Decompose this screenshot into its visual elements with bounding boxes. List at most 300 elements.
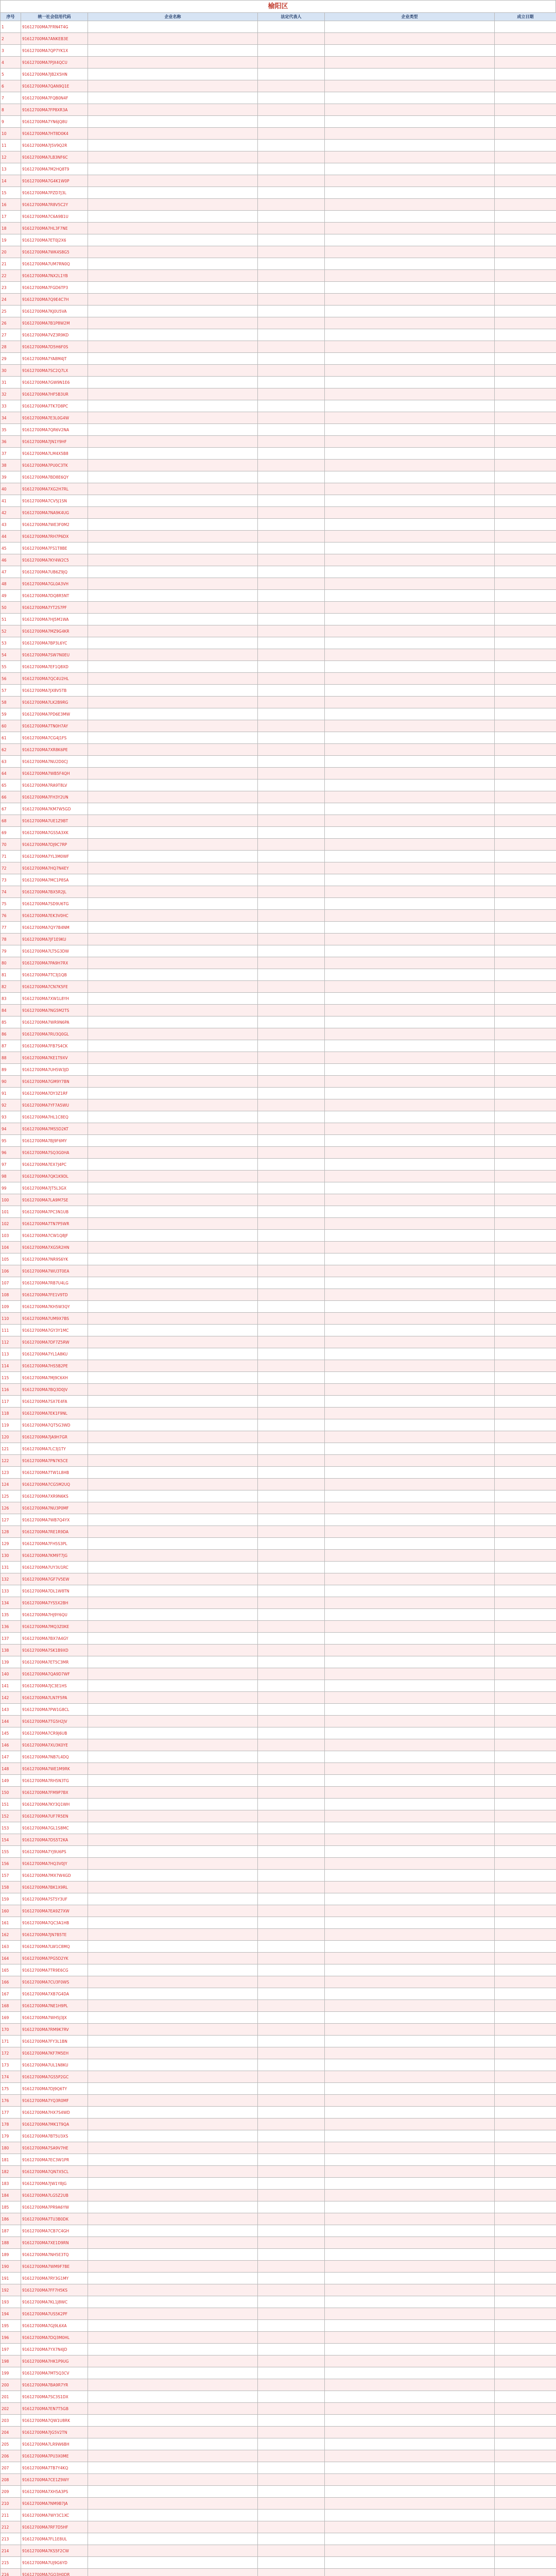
cell-type <box>325 341 495 353</box>
cell-code: 91612700MA7SA9V7HE <box>21 2142 88 2154</box>
cell-no: 109 <box>1 1301 21 1313</box>
cell-date <box>495 2438 556 2450</box>
table-row <box>1 910 556 922</box>
cell-date <box>495 945 556 957</box>
cell-code: 91612700MA7QY7B4NM <box>21 922 88 934</box>
cell-type <box>325 2498 495 2510</box>
cell-name <box>88 353 258 365</box>
table-row <box>1 2036 556 2047</box>
cell-code: 91612700MA7WE1M9RK <box>21 1763 88 1775</box>
cell-name <box>88 1727 258 1739</box>
cell-name <box>88 175 258 187</box>
cell-no: 126 <box>1 1502 21 1514</box>
cell-type <box>325 223 495 234</box>
cell-date <box>495 1656 556 1668</box>
cell-date <box>495 1668 556 1680</box>
cell-date <box>495 1159 556 1171</box>
table-row <box>1 590 556 602</box>
cell-no: 32 <box>1 388 21 400</box>
cell-rep <box>258 1822 325 1834</box>
cell-date <box>495 2403 556 2415</box>
table-row <box>1 1656 556 1668</box>
cell-rep <box>258 898 325 910</box>
cell-rep <box>258 2486 325 2498</box>
cell-rep <box>258 140 325 151</box>
cell-date <box>495 223 556 234</box>
cell-rep <box>258 945 325 957</box>
cell-no: 67 <box>1 803 21 815</box>
cell-date <box>495 720 556 732</box>
cell-date <box>495 732 556 744</box>
cell-type <box>325 2462 495 2474</box>
cell-type <box>325 104 495 116</box>
cell-no: 59 <box>1 708 21 720</box>
table-row <box>1 2367 556 2379</box>
cell-date <box>495 1988 556 2000</box>
cell-type <box>325 531 495 543</box>
cell-no: 33 <box>1 400 21 412</box>
cell-no: 52 <box>1 625 21 637</box>
table-row <box>1 791 556 803</box>
cell-name <box>88 1597 258 1609</box>
cell-code: 91612700MA7TK7D8PC <box>21 400 88 412</box>
cell-date <box>495 1502 556 1514</box>
cell-name <box>88 471 258 483</box>
cell-rep <box>258 2498 325 2510</box>
cell-type <box>325 2521 495 2533</box>
cell-type <box>325 862 495 874</box>
cell-type <box>325 234 495 246</box>
cell-type <box>325 1834 495 1846</box>
cell-name <box>88 519 258 531</box>
cell-type <box>325 116 495 128</box>
cell-type <box>325 1787 495 1799</box>
table-row <box>1 1763 556 1775</box>
cell-type <box>325 258 495 270</box>
cell-rep <box>258 448 325 460</box>
cell-no: 123 <box>1 1467 21 1479</box>
cell-name <box>88 1230 258 1242</box>
cell-rep <box>258 1870 325 1882</box>
table-row <box>1 258 556 270</box>
cell-date <box>495 2367 556 2379</box>
page-title: 榆阳区 <box>0 0 556 12</box>
cell-name <box>88 1953 258 1964</box>
table-row <box>1 1739 556 1751</box>
table-row <box>1 1088 556 1099</box>
table-row <box>1 1443 556 1455</box>
table-row <box>1 2012 556 2024</box>
table-row <box>1 1147 556 1159</box>
cell-rep <box>258 993 325 1005</box>
cell-name <box>88 377 258 388</box>
cell-no: 179 <box>1 2130 21 2142</box>
cell-rep <box>258 1585 325 1597</box>
cell-type <box>325 1704 495 1716</box>
cell-code: 91612700MA7JX8V5TB <box>21 685 88 697</box>
cell-no: 191 <box>1 2273 21 2284</box>
cell-rep <box>258 2474 325 2486</box>
table-row <box>1 45 556 57</box>
cell-date <box>495 2142 556 2154</box>
cell-rep <box>258 2036 325 2047</box>
cell-name <box>88 1396 258 1408</box>
cell-no: 30 <box>1 365 21 377</box>
cell-date <box>495 554 556 566</box>
cell-code: 91612700MA7KY4W2C5 <box>21 554 88 566</box>
cell-rep <box>258 507 325 519</box>
cell-type <box>325 1538 495 1550</box>
cell-code: 91612700MA7LM4X5B8 <box>21 448 88 460</box>
cell-no: 106 <box>1 1265 21 1277</box>
table-row <box>1 1787 556 1799</box>
cell-no: 154 <box>1 1834 21 1846</box>
cell-no: 73 <box>1 874 21 886</box>
table-row <box>1 1171 556 1182</box>
cell-no: 3 <box>1 45 21 57</box>
cell-date <box>495 1964 556 1976</box>
cell-type <box>325 199 495 211</box>
cell-code: 91612700MA7FS1T8BE <box>21 543 88 554</box>
table-row <box>1 554 556 566</box>
cell-rep <box>258 1964 325 1976</box>
cell-no: 193 <box>1 2296 21 2308</box>
cell-name <box>88 1751 258 1763</box>
cell-rep <box>258 1230 325 1242</box>
cell-rep <box>258 1905 325 1917</box>
cell-no: 80 <box>1 957 21 969</box>
cell-code: 91612700MA7BT5U3XS <box>21 2130 88 2142</box>
cell-date <box>495 270 556 282</box>
cell-code: 91612700MA7PR9A6YW <box>21 2201 88 2213</box>
cell-type <box>325 1917 495 1929</box>
cell-type <box>325 1490 495 1502</box>
table-row <box>1 2569 556 2576</box>
cell-date <box>495 1182 556 1194</box>
cell-code: 91612700MA7UB6Z9JQ <box>21 566 88 578</box>
cell-rep <box>258 1123 325 1135</box>
cell-type <box>325 1064 495 1076</box>
cell-date <box>495 1111 556 1123</box>
cell-name <box>88 1941 258 1953</box>
cell-name <box>88 2521 258 2533</box>
cell-name <box>88 1088 258 1099</box>
cell-code: 91612700MA7HQ7N4EY <box>21 862 88 874</box>
table-row <box>1 519 556 531</box>
cell-name <box>88 566 258 578</box>
table-row <box>1 223 556 234</box>
cell-date <box>495 495 556 507</box>
cell-no: 166 <box>1 1976 21 1988</box>
cell-code: 91612700MA7TG5H2JV <box>21 1716 88 1727</box>
cell-rep <box>258 851 325 862</box>
cell-no: 164 <box>1 1953 21 1964</box>
cell-type <box>325 945 495 957</box>
table-row <box>1 1372 556 1384</box>
cell-date <box>495 1573 556 1585</box>
cell-type <box>325 1277 495 1289</box>
cell-date <box>495 2178 556 2190</box>
cell-rep <box>258 1882 325 1893</box>
table-row <box>1 1870 556 1882</box>
cell-date <box>495 2344 556 2355</box>
cell-rep <box>258 365 325 377</box>
cell-type <box>325 2107 495 2119</box>
cell-date <box>495 543 556 554</box>
table-row <box>1 163 556 175</box>
cell-date <box>495 637 556 649</box>
cell-name <box>88 2154 258 2166</box>
cell-code: 91612700MA7GL0A3VH <box>21 578 88 590</box>
cell-date <box>495 1147 556 1159</box>
table-row <box>1 377 556 388</box>
table-row <box>1 851 556 862</box>
cell-code: 91612700MA7FH3Y2UN <box>21 791 88 803</box>
cell-type <box>325 625 495 637</box>
cell-no: 158 <box>1 1882 21 1893</box>
cell-name <box>88 2486 258 2498</box>
cell-no: 171 <box>1 2036 21 2047</box>
cell-code: 91612700MA7WH5J3JX <box>21 2012 88 2024</box>
cell-type <box>325 2225 495 2237</box>
cell-code: 91612700MA7EC3W1PR <box>21 2154 88 2166</box>
table-row <box>1 2450 556 2462</box>
cell-name <box>88 531 258 543</box>
table-row <box>1 720 556 732</box>
table-row <box>1 1419 556 1431</box>
cell-no: 202 <box>1 2403 21 2415</box>
cell-name <box>88 2095 258 2107</box>
cell-date <box>495 981 556 993</box>
cell-code: 91612700MA7WM9F7BE <box>21 2261 88 2273</box>
cell-name <box>88 1253 258 1265</box>
cell-date <box>495 1858 556 1870</box>
cell-date <box>495 1194 556 1206</box>
table-row <box>1 412 556 424</box>
cell-rep <box>258 1479 325 1490</box>
cell-type <box>325 2379 495 2391</box>
cell-date <box>495 1822 556 1834</box>
cell-type <box>325 1585 495 1597</box>
cell-name <box>88 720 258 732</box>
cell-date <box>495 2119 556 2130</box>
cell-code: 91612700MA7NE1H9PL <box>21 2000 88 2012</box>
table-row <box>1 1775 556 1787</box>
cell-date <box>495 92 556 104</box>
cell-code: 91612700MA7TU3B0DK <box>21 2213 88 2225</box>
cell-rep <box>258 2119 325 2130</box>
cell-type <box>325 2320 495 2332</box>
cell-date <box>495 1040 556 1052</box>
cell-code: 91612700MA7YA8M4JT <box>21 353 88 365</box>
cell-date <box>495 2273 556 2284</box>
table-row <box>1 1645 556 1656</box>
table-row <box>1 388 556 400</box>
cell-name <box>88 839 258 851</box>
cell-no: 213 <box>1 2533 21 2545</box>
cell-rep <box>258 1550 325 1562</box>
cell-rep <box>258 1633 325 1645</box>
cell-name <box>88 590 258 602</box>
cell-name <box>88 732 258 744</box>
cell-date <box>495 2225 556 2237</box>
cell-type <box>325 1597 495 1609</box>
cell-type <box>325 1763 495 1775</box>
cell-code: 91612700MA7TW1L8HB <box>21 1467 88 1479</box>
cell-type <box>325 1822 495 1834</box>
cell-type <box>325 2000 495 2012</box>
cell-date <box>495 306 556 317</box>
cell-no: 87 <box>1 1040 21 1052</box>
cell-code: 91612700MA7MK1T9QA <box>21 2119 88 2130</box>
cell-no: 105 <box>1 1253 21 1265</box>
cell-type <box>325 1301 495 1313</box>
table-row <box>1 934 556 945</box>
cell-date <box>495 827 556 839</box>
cell-no: 153 <box>1 1822 21 1834</box>
cell-no: 188 <box>1 2237 21 2249</box>
cell-name <box>88 768 258 779</box>
table-row <box>1 1514 556 1526</box>
cell-no: 43 <box>1 519 21 531</box>
cell-type <box>325 2415 495 2427</box>
cell-code: 91612700MA7QT5G3WD <box>21 1419 88 1431</box>
table-row <box>1 981 556 993</box>
cell-code: 91612700MA7YL1A8KU <box>21 1348 88 1360</box>
table-row <box>1 2308 556 2320</box>
cell-type <box>325 175 495 187</box>
cell-no: 54 <box>1 649 21 661</box>
table-row <box>1 803 556 815</box>
cell-no: 2 <box>1 33 21 45</box>
cell-name <box>88 1384 258 1396</box>
cell-rep <box>258 981 325 993</box>
cell-no: 137 <box>1 1633 21 1645</box>
cell-name <box>88 33 258 45</box>
table-row <box>1 1099 556 1111</box>
cell-code: 91612700MA7GS5P2GC <box>21 2071 88 2083</box>
cell-date <box>495 1799 556 1810</box>
cell-name <box>88 614 258 625</box>
cell-date <box>495 2284 556 2296</box>
table-row <box>1 1502 556 1514</box>
cell-no: 147 <box>1 1751 21 1763</box>
cell-rep <box>258 1242 325 1253</box>
table-row <box>1 2213 556 2225</box>
table-row <box>1 2498 556 2510</box>
cell-rep <box>258 128 325 140</box>
table-row <box>1 1206 556 1218</box>
cell-date <box>495 2036 556 2047</box>
cell-code: 91612700MA7FH5S3PL <box>21 1538 88 1550</box>
cell-date <box>495 519 556 531</box>
cell-type <box>325 2450 495 2462</box>
cell-type <box>325 270 495 282</box>
table-row <box>1 1953 556 1964</box>
cell-date <box>495 1917 556 1929</box>
cell-code: 91612700MA7EX7J4PC <box>21 1159 88 1171</box>
cell-no: 37 <box>1 448 21 460</box>
cell-type <box>325 1159 495 1171</box>
cell-type <box>325 1810 495 1822</box>
cell-type <box>325 1514 495 1526</box>
cell-date <box>495 128 556 140</box>
header-code: 统一社会信用代码 <box>21 13 88 21</box>
table-row <box>1 2225 556 2237</box>
cell-no: 86 <box>1 1028 21 1040</box>
cell-type <box>325 2474 495 2486</box>
cell-date <box>495 341 556 353</box>
cell-no: 187 <box>1 2225 21 2237</box>
cell-name <box>88 934 258 945</box>
cell-date <box>495 839 556 851</box>
cell-type <box>325 1111 495 1123</box>
cell-date <box>495 2249 556 2261</box>
table-row <box>1 1336 556 1348</box>
table-row <box>1 815 556 827</box>
cell-rep <box>258 2296 325 2308</box>
cell-code: 91612700MA7JF1E9KU <box>21 934 88 945</box>
cell-type <box>325 2166 495 2178</box>
cell-rep <box>258 1277 325 1289</box>
table-row <box>1 1727 556 1739</box>
cell-rep <box>258 637 325 649</box>
cell-type <box>325 874 495 886</box>
cell-type <box>325 45 495 57</box>
cell-no: 113 <box>1 1348 21 1360</box>
cell-type <box>325 33 495 45</box>
cell-rep <box>258 1396 325 1408</box>
cell-type <box>325 732 495 744</box>
cell-no: 173 <box>1 2059 21 2071</box>
cell-date <box>495 353 556 365</box>
cell-rep <box>258 92 325 104</box>
cell-date <box>495 471 556 483</box>
cell-code: 91612700MA7BJ9F6MY <box>21 1135 88 1147</box>
cell-date <box>495 2510 556 2521</box>
cell-name <box>88 1716 258 1727</box>
cell-type <box>325 2355 495 2367</box>
table-row <box>1 2059 556 2071</box>
cell-type <box>325 69 495 80</box>
cell-code: 91612700MA7UL1N8KU <box>21 2059 88 2071</box>
cell-no: 163 <box>1 1941 21 1953</box>
cell-code: 91612700MA7KM9T7JG <box>21 1550 88 1562</box>
cell-rep <box>258 2415 325 2427</box>
table-row <box>1 317 556 329</box>
cell-date <box>495 803 556 815</box>
cell-no: 17 <box>1 211 21 223</box>
cell-no: 208 <box>1 2474 21 2486</box>
cell-type <box>325 187 495 199</box>
table-row <box>1 898 556 910</box>
cell-rep <box>258 886 325 898</box>
table-row <box>1 2142 556 2154</box>
cell-name <box>88 2379 258 2391</box>
cell-rep <box>258 934 325 945</box>
cell-no: 83 <box>1 993 21 1005</box>
cell-type <box>325 969 495 981</box>
cell-no: 96 <box>1 1147 21 1159</box>
cell-date <box>495 2545 556 2557</box>
cell-no: 110 <box>1 1313 21 1325</box>
cell-name <box>88 187 258 199</box>
cell-type <box>325 2024 495 2036</box>
cell-name <box>88 1301 258 1313</box>
cell-rep <box>258 1064 325 1076</box>
cell-code: 91612700MA7WY3C1XC <box>21 2510 88 2521</box>
table-row <box>1 495 556 507</box>
